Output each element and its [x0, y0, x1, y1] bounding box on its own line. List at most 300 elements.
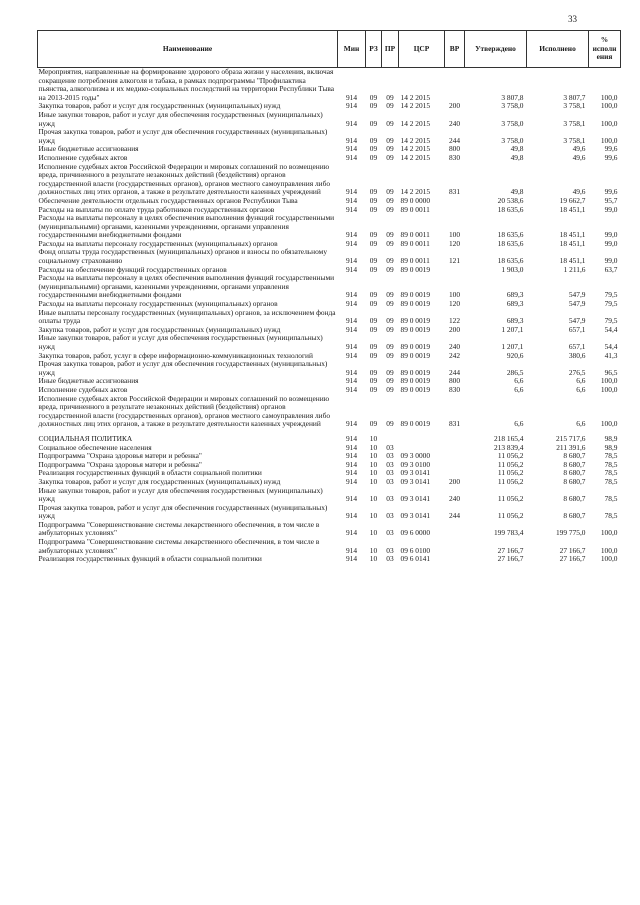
row-pr: 09	[386, 92, 394, 102]
row-percent: 63,7	[604, 264, 618, 274]
row-pr: 09	[386, 342, 394, 351]
row-rz: 09	[369, 204, 378, 214]
row-vr: 800	[448, 144, 461, 154]
row-pr: 03	[386, 451, 394, 461]
row-percent: 78,5	[604, 459, 618, 469]
row-executed: 3 758,1	[563, 118, 586, 128]
row-approved: 18 635,6	[497, 256, 524, 266]
row-name: Исполнение судебных актов	[38, 152, 128, 162]
row-name: Иные закупки товаров, работ и услуг для обеспечения государственных (муниципальных) нужд	[38, 333, 323, 351]
row-csr: 89 0 0011	[400, 230, 430, 240]
row-vr	[445, 538, 465, 555]
row-executed: 657,1	[568, 324, 586, 334]
table-row	[38, 521, 621, 538]
row-rz: 09	[369, 101, 378, 111]
row-min: 914	[345, 299, 358, 309]
row-min: 914	[345, 350, 358, 360]
row-csr: 14 2 2015	[400, 118, 431, 128]
table-row	[38, 274, 621, 300]
row-percent: 99,0	[604, 204, 618, 214]
row-min: 914	[345, 545, 358, 555]
row-min: 914	[345, 511, 358, 521]
row-rz: 10	[369, 442, 378, 452]
row-percent: 99,0	[604, 256, 618, 266]
row-min: 914	[345, 367, 358, 377]
table-header-row	[38, 31, 621, 68]
row-csr: 14 2 2015	[400, 101, 431, 111]
row-executed: 8 680,7	[563, 459, 586, 469]
row-approved: 1 903,0	[501, 264, 524, 274]
row-percent: 98,9	[604, 433, 618, 443]
row-min: 914	[345, 92, 358, 102]
row-name: Реализация государственных функций в области социальной политики	[38, 554, 262, 564]
page-number: 33	[568, 14, 577, 24]
row-vr	[445, 444, 465, 453]
row-vr	[445, 461, 465, 470]
row-vr: 830	[448, 152, 461, 162]
row-executed: 3 807,7	[563, 92, 586, 102]
row-percent: 100,0	[600, 118, 618, 128]
row-rz: 09	[369, 238, 378, 248]
row-executed: 657,1	[568, 342, 586, 351]
row-percent: 78,5	[604, 451, 618, 461]
row-vr	[445, 429, 465, 444]
row-csr: 89 0 0019	[400, 324, 431, 334]
row-approved: 3 758,0	[501, 118, 524, 128]
row-approved: 49,8	[510, 144, 524, 154]
row-min: 914	[345, 451, 358, 461]
row-approved: 689,3	[506, 316, 524, 326]
row-executed: 8 680,7	[563, 476, 586, 486]
row-rz: 10	[369, 528, 378, 538]
row-rz: 09	[369, 118, 378, 128]
row-rz: 09	[369, 256, 378, 266]
row-name: Расходы на выплаты персоналу в целях обеспечения выполнения функций государственными (муниципальными) органами, казенными учреждениями, органами управления государственными внебюджетными фондами	[38, 273, 335, 300]
row-vr: 242	[448, 350, 461, 360]
row-approved: 6,6	[514, 376, 524, 386]
row-pr: 09	[386, 299, 394, 309]
row-percent: 78,5	[604, 511, 618, 521]
header-executed: Исполнено	[527, 31, 589, 68]
row-csr: 09 3 0141	[400, 494, 431, 504]
row-approved: 286,5	[506, 367, 524, 377]
row-vr	[445, 68, 465, 103]
row-rz: 10	[369, 476, 378, 486]
table-row	[38, 248, 621, 265]
row-vr: 244	[448, 367, 461, 377]
row-name: Подпрограмма "Охрана здоровья матери и ребенка"	[38, 451, 202, 461]
row-name: Закупка товаров, работ, услуг в сфере информационно-коммуникационных технологий	[38, 350, 313, 360]
row-executed: 3 758,1	[563, 101, 586, 111]
row-min: 914	[345, 528, 358, 538]
row-percent: 99,0	[604, 230, 618, 240]
row-executed: 19 662,7	[559, 195, 586, 205]
row-percent: 99,6	[604, 152, 618, 162]
row-rz: 09	[369, 367, 378, 377]
row-approved: 49,8	[510, 152, 524, 162]
row-csr: 09 3 0141	[400, 468, 431, 478]
row-csr	[399, 429, 445, 444]
row-approved: 11 056,2	[497, 468, 524, 478]
header-percent: % исполн ения	[589, 31, 621, 68]
row-pr: 09	[386, 256, 394, 266]
row-executed: 3 758,1	[563, 135, 586, 145]
row-min: 914	[345, 238, 358, 248]
row-min: 914	[345, 195, 358, 205]
row-pr: 03	[386, 545, 394, 555]
row-vr: 800	[448, 376, 461, 386]
row-approved: 3 807,8	[501, 92, 524, 102]
row-executed: 199 775,0	[555, 528, 586, 538]
row-csr: 14 2 2015	[400, 135, 431, 145]
row-percent: 54,4	[604, 324, 618, 334]
row-rz: 09	[369, 342, 378, 351]
row-rz: 09	[369, 376, 378, 386]
row-name: Исполнение судебных актов Российской Федерации и мировых соглашений по возмещению вреда, причиненного в результате незаконных действий (бездействия) органов государственной власти (государственных органов), органов местного самоуправления либо должностных лиц этих органов, а также в результате деятельности казенных учреждений	[38, 161, 331, 197]
row-min: 914	[345, 442, 358, 452]
header-min: Мин	[338, 31, 366, 68]
row-percent: 95,7	[604, 195, 618, 205]
row-csr: 14 2 2015	[400, 92, 431, 102]
row-name: Иные закупки товаров, работ и услуг для обеспечения государственных (муниципальных) нужд	[38, 485, 323, 504]
row-pr: 03	[386, 554, 394, 564]
row-percent: 78,5	[604, 494, 618, 504]
row-csr: 89 0 0019	[400, 376, 431, 386]
table-row	[38, 334, 621, 351]
row-min: 914	[345, 554, 358, 564]
row-csr: 09 3 0100	[400, 459, 431, 469]
row-csr: 89 0 0019	[400, 350, 431, 360]
row-csr: 14 2 2015	[400, 144, 431, 154]
row-approved: 920,6	[506, 350, 524, 360]
row-vr: 240	[448, 342, 461, 351]
header-vr: ВР	[445, 31, 465, 68]
row-approved: 11 056,2	[497, 451, 524, 461]
row-pr: 03	[386, 511, 394, 521]
row-name: Прочая закупка товаров, работ и услуг для обеспечения государственных (муниципальных) нужд	[38, 502, 328, 521]
row-executed: 27 166,7	[559, 554, 586, 564]
row-approved: 49,8	[510, 187, 524, 197]
row-executed: 49,6	[572, 144, 586, 154]
row-pr: 09	[386, 290, 394, 300]
row-name: Расходы на выплаты персоналу государственных (муниципальных) органов	[38, 238, 278, 248]
row-executed: 49,6	[572, 152, 586, 162]
row-approved: 199 783,4	[493, 528, 524, 538]
row-csr: 09 6 0141	[400, 554, 431, 564]
row-vr: 831	[448, 419, 461, 429]
row-rz: 09	[369, 187, 378, 197]
row-min: 914	[345, 152, 358, 162]
row-name: Иные бюджетные ассигнования	[38, 144, 139, 154]
row-approved: 1 207,1	[501, 342, 524, 351]
row-csr: 89 0 0011	[400, 256, 430, 266]
row-rz: 10	[369, 451, 378, 461]
row-csr: 09 3 0141	[400, 511, 431, 521]
row-min: 914	[345, 459, 358, 469]
row-rz: 10	[369, 459, 378, 469]
row-percent: 100,0	[600, 92, 618, 102]
row-rz: 09	[369, 316, 378, 326]
row-approved: 20 538,6	[497, 195, 524, 205]
row-executed: 18 451,1	[559, 230, 586, 240]
row-vr: 240	[448, 494, 461, 504]
row-executed: 215 717,6	[555, 433, 586, 443]
row-name: Обеспечение деятельности отдельных государственных органов Республики Тыва	[38, 195, 298, 205]
row-approved: 11 056,2	[497, 459, 524, 469]
row-pr: 09	[386, 152, 394, 162]
row-name: Иные бюджетные ассигнования	[38, 376, 139, 386]
table-row	[38, 395, 621, 429]
row-rz: 10	[369, 554, 378, 564]
row-percent: 100,0	[600, 554, 618, 564]
row-percent: 100,0	[600, 376, 618, 386]
row-name: Закупка товаров, работ и услуг для государственных (муниципальных) нужд	[38, 324, 281, 334]
row-vr	[445, 555, 465, 564]
row-min: 914	[345, 476, 358, 486]
row-pr: 09	[386, 135, 394, 145]
row-percent: 100,0	[600, 419, 618, 429]
row-executed: 49,6	[572, 187, 586, 197]
row-min: 914	[345, 468, 358, 478]
row-name: Закупка товаров, работ и услуг для государственных (муниципальных) нужд	[38, 101, 281, 111]
row-min: 914	[345, 342, 358, 351]
row-vr: 831	[448, 187, 461, 197]
table-row	[38, 538, 621, 555]
row-vr: 200	[448, 101, 461, 111]
row-pr: 09	[386, 230, 394, 240]
row-rz: 09	[369, 384, 378, 394]
row-name: Реализация государственных функций в области социальной политики	[38, 468, 262, 478]
row-name: Прочая закупка товаров, работ и услуг для обеспечения государственных (муниципальных) нужд	[38, 127, 328, 145]
row-vr: 244	[448, 511, 461, 521]
row-csr: 89 0 0019	[400, 264, 431, 274]
table-row	[38, 504, 621, 521]
row-vr: 240	[448, 118, 461, 128]
row-pr: 09	[386, 118, 394, 128]
row-rz: 09	[369, 419, 378, 429]
row-percent: 100,0	[600, 135, 618, 145]
row-percent: 100,0	[600, 101, 618, 111]
row-name: Иные закупки товаров, работ и услуг для обеспечения государственных (муниципальных) нужд	[38, 109, 323, 128]
row-percent: 78,5	[604, 476, 618, 486]
row-min: 914	[345, 433, 358, 443]
row-pr: 03	[386, 528, 394, 538]
row-csr: 89 0 0019	[400, 419, 431, 429]
row-rz: 09	[369, 264, 378, 274]
table-row	[38, 214, 621, 240]
row-executed: 8 680,7	[563, 511, 586, 521]
table-row	[38, 555, 621, 564]
row-csr: 89 0 0019	[400, 342, 431, 351]
row-rz: 10	[369, 494, 378, 504]
row-min: 914	[345, 376, 358, 386]
row-csr: 09 6 0100	[400, 545, 431, 555]
row-executed: 6,6	[576, 419, 586, 429]
row-rz: 10	[369, 545, 378, 555]
row-vr	[445, 197, 465, 206]
row-csr: 89 0 0000	[400, 195, 431, 205]
row-executed: 276,5	[568, 367, 586, 377]
row-executed: 18 451,1	[559, 204, 586, 214]
row-name: Исполнение судебных актов Российской Федерации и мировых соглашений по возмещению вреда, причиненного в результате незаконных действий (бездействия) органов государственной власти (государственных органов), органов местного самоуправления либо должностных лиц этих органов, а также в результате деятельности казенных учреждений	[38, 393, 331, 429]
row-pr: 03	[386, 459, 394, 469]
row-name: Исполнение судебных актов	[38, 384, 128, 394]
row-executed: 211 391,6	[556, 442, 586, 452]
row-name: Закупка товаров, работ и услуг для государственных (муниципальных) нужд	[38, 476, 281, 486]
row-vr: 122	[448, 316, 461, 326]
row-min: 914	[345, 230, 358, 240]
row-approved: 18 635,6	[497, 238, 524, 248]
row-pr: 09	[386, 238, 394, 248]
row-rz: 09	[369, 230, 378, 240]
row-rz: 10	[369, 511, 378, 521]
row-percent: 96,5	[604, 367, 618, 377]
row-percent: 79,5	[604, 316, 618, 326]
row-rz: 10	[369, 433, 378, 443]
row-approved: 689,3	[506, 290, 524, 300]
header-rz: РЗ	[366, 31, 382, 68]
row-csr: 89 0 0011	[400, 204, 430, 214]
row-pr: 09	[386, 204, 394, 214]
row-rz: 09	[369, 92, 378, 102]
row-pr: 09	[386, 419, 394, 429]
row-percent: 41,3	[604, 350, 618, 360]
row-percent: 79,5	[604, 290, 618, 300]
row-executed: 547,9	[568, 290, 586, 300]
row-min: 914	[345, 316, 358, 326]
row-pr: 09	[386, 324, 394, 334]
row-min: 914	[345, 204, 358, 214]
row-name: Фонд оплаты труда государственных (муниципальных) органов и взносы по обязательному социальному страхованию	[38, 247, 328, 266]
row-min: 914	[345, 135, 358, 145]
row-name: Иные выплаты персоналу государственных (муниципальных) органов, за исключением фонда оплаты труда	[38, 307, 336, 326]
row-csr: 89 0 0011	[400, 238, 430, 248]
row-pr: 09	[386, 144, 394, 154]
row-min: 914	[345, 144, 358, 154]
row-name: Мероприятия, направленные на формирование здорового образа жизни у населения, включая сокращение потребления алкоголя и табака, в рамках подпрограммы "Профилактика пьянства, алкоголизма и их медико-социальных последствий на территории Республики Тыва на 2013-2015 годы"	[38, 67, 335, 102]
row-vr: 121	[448, 256, 461, 266]
row-approved: 11 056,2	[497, 494, 524, 504]
row-pr: 09	[386, 376, 394, 386]
row-vr	[445, 452, 465, 461]
row-min: 914	[345, 256, 358, 266]
row-min: 914	[345, 264, 358, 274]
row-vr	[445, 266, 465, 275]
row-percent: 79,5	[604, 299, 618, 309]
row-pr	[382, 429, 399, 444]
header-pr: ПР	[382, 31, 399, 68]
row-name: Социальное обеспечение населения	[38, 442, 152, 452]
table-row	[38, 487, 621, 504]
row-csr: 09 3 0141	[400, 476, 431, 486]
row-pr: 09	[386, 264, 394, 274]
row-approved: 18 635,6	[497, 230, 524, 240]
row-pr: 09	[386, 195, 394, 205]
row-vr: 120	[448, 238, 461, 248]
row-min: 914	[345, 419, 358, 429]
row-pr: 09	[386, 367, 394, 377]
row-approved: 11 056,2	[497, 511, 524, 521]
row-csr: 09 3 0000	[400, 451, 431, 461]
row-executed: 547,9	[568, 299, 586, 309]
row-min: 914	[345, 384, 358, 394]
row-percent: 78,5	[604, 468, 618, 478]
row-percent: 98,9	[604, 442, 618, 452]
row-rz: 09	[369, 299, 378, 309]
row-csr: 14 2 2015	[400, 187, 431, 197]
row-name: Расходы на обеспечение функций государственных органов	[38, 264, 227, 274]
row-min: 914	[345, 101, 358, 111]
row-rz: 09	[369, 152, 378, 162]
row-percent: 99,0	[604, 238, 618, 248]
header-csr: ЦСР	[399, 31, 445, 68]
table-row	[38, 68, 621, 103]
row-executed: 18 451,1	[559, 256, 586, 266]
row-vr: 100	[448, 290, 461, 300]
row-pr: 03	[386, 494, 394, 504]
table-row	[38, 128, 621, 145]
row-executed: 547,9	[568, 316, 586, 326]
row-min: 914	[345, 118, 358, 128]
table-row	[38, 309, 621, 326]
row-approved: 6,6	[514, 384, 524, 394]
row-executed: 8 680,7	[563, 468, 586, 478]
header-approved: Утверждено	[465, 31, 527, 68]
row-csr: 89 0 0019	[400, 316, 431, 326]
row-vr: 200	[448, 324, 461, 334]
row-name: Подпрограмма "Совершенствование системы лекарственного обеспечения, в том числе в амбулаторных условиях"	[38, 537, 320, 555]
row-approved: 11 056,2	[497, 476, 524, 486]
row-vr: 120	[448, 299, 461, 309]
row-pr: 09	[386, 316, 394, 326]
row-pr: 09	[386, 187, 394, 197]
row-vr: 244	[448, 135, 461, 145]
table-row	[38, 163, 621, 197]
row-vr: 200	[448, 476, 461, 486]
row-percent: 99,6	[604, 144, 618, 154]
table-row	[38, 360, 621, 377]
row-min: 914	[345, 187, 358, 197]
row-approved: 27 166,7	[497, 554, 524, 564]
row-name: Прочая закупка товаров, работ и услуг для обеспечения государственных (муниципальных) нужд	[38, 359, 328, 377]
row-rz: 09	[369, 290, 378, 300]
row-approved: 1 207,1	[501, 324, 524, 334]
row-min: 914	[345, 290, 358, 300]
row-approved: 18 635,6	[497, 204, 524, 214]
row-name: Расходы на выплаты по оплате труда работников государственных органов	[38, 204, 275, 214]
row-percent: 100,0	[600, 528, 618, 538]
row-rz: 10	[369, 468, 378, 478]
header-name: Наименование	[38, 31, 338, 68]
row-percent: 54,4	[604, 342, 618, 351]
budget-table	[37, 30, 621, 564]
row-pr: 09	[386, 101, 394, 111]
row-csr: 89 0 0019	[400, 299, 431, 309]
row-name: Подпрограмма "Охрана здоровья матери и ребенка"	[38, 459, 202, 469]
row-executed: 8 680,7	[563, 451, 586, 461]
row-csr: 89 0 0019	[400, 367, 431, 377]
row-vr	[445, 206, 465, 215]
row-name: Расходы на выплаты персоналу в целях обеспечения выполнения функций государственными (муниципальными) органами, казенными учреждениями, органами управления государственными внебюджетными фондами	[38, 213, 335, 240]
row-rz: 09	[369, 144, 378, 154]
row-approved: 6,6	[514, 419, 524, 429]
row-executed: 1 211,6	[563, 264, 586, 274]
row-vr: 100	[448, 230, 461, 240]
row-executed: 27 166,7	[559, 545, 586, 555]
row-percent: 100,0	[600, 384, 618, 394]
row-approved: 3 758,0	[501, 101, 524, 111]
row-percent: 100,0	[600, 545, 618, 555]
